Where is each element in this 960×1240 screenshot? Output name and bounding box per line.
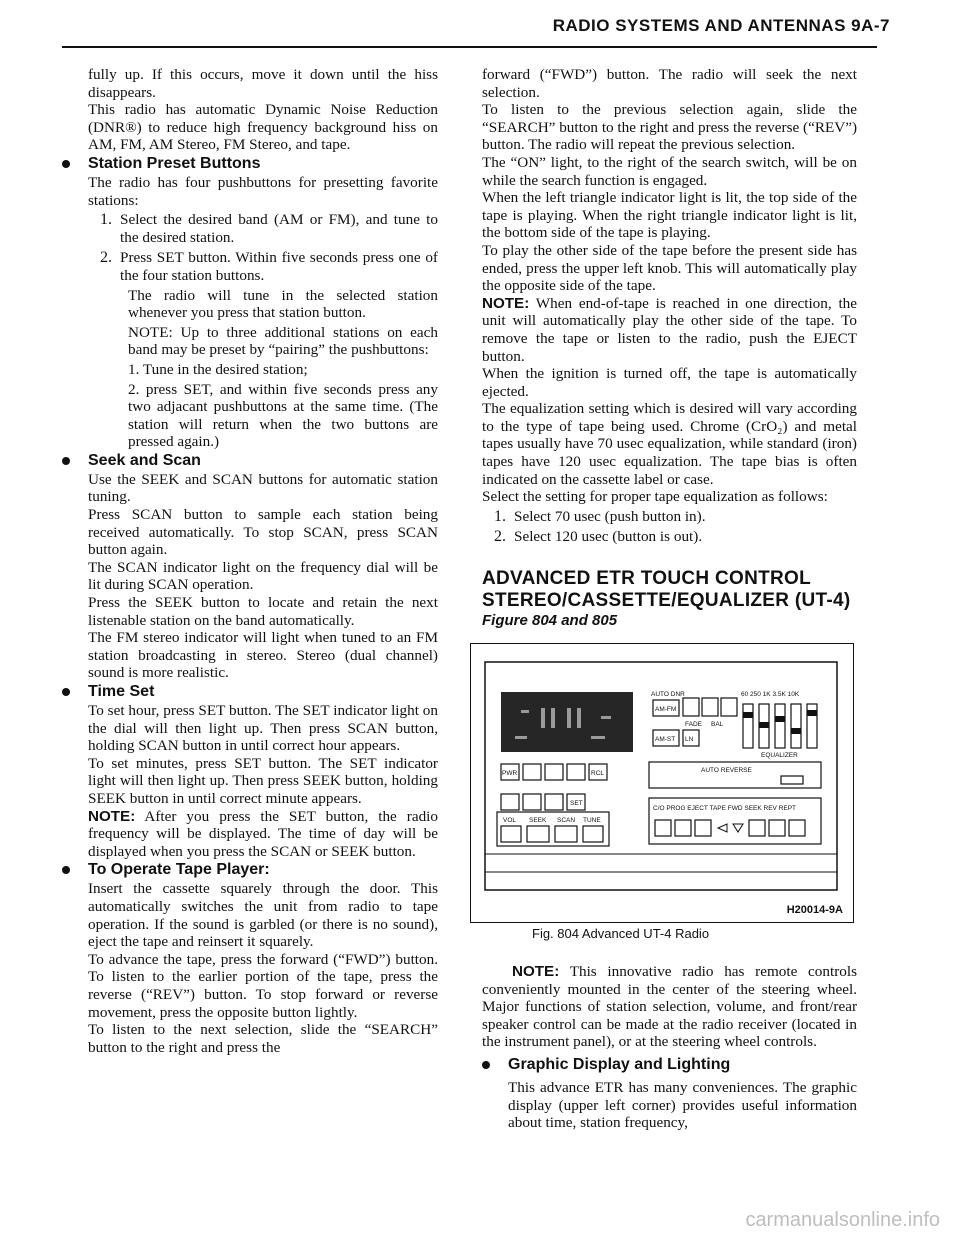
paragraph: 2. press SET, and within five seconds press any two adjacant pushbuttons at the same time. (The station will return when the two buttons are pressed again.) — [128, 380, 438, 451]
paragraph: When the left triangle indicator light is lit, the top side of the tape is playing. When the right triangle indicator light is lit, the bottom side of the tape is playing. — [482, 189, 857, 242]
numbered-item — [482, 508, 857, 526]
note-paragraph — [482, 295, 857, 365]
note-text: After you press the SET button, the radio frequency will be displayed. The time of day will be displayed when you press the SCAN or SEEK button. — [88, 807, 438, 860]
bullet-icon — [62, 160, 70, 168]
section-heading-tape-player — [88, 860, 438, 880]
fig-label: LN — [685, 736, 694, 744]
paragraph: Press the SEEK button to locate and retain the next listenable station on the band automatically. — [88, 594, 438, 629]
heading-text: Seek and Scan — [88, 451, 201, 469]
paragraph: The radio will tune in the selected station whenever you press that station button. — [128, 286, 438, 322]
paragraph: 1. Tune in the desired station; — [128, 360, 308, 378]
paragraph: This radio has automatic Dynamic Noise Reduction (DNR®) to reduce high frequency background hiss on AM, FM, AM Stereo, FM Stereo, and tape. — [88, 101, 438, 154]
item-number: 2. — [100, 249, 112, 267]
paragraph: The FM stereo indicator will light when tuned to an FM station broadcasting in stereo. Stereo (dual channel) sound is more realistic. — [88, 629, 438, 682]
item-text: Select the desired band (AM or FM), and tune to the desired station. — [120, 211, 438, 246]
note-text: This innovative radio has remote controls conveniently mounted in the center of the steering wheel. Major functions of station selection, volume, and front/rear speaker control can be made at the radio receiver (located in the instrument panel), or at the steering wheel controls. — [482, 963, 857, 1051]
paragraph: Select the setting for proper tape equalization as follows: — [482, 488, 828, 506]
note-label: NOTE: — [482, 294, 530, 312]
paragraph: The radio has four pushbuttons for presetting favorite stations: — [88, 173, 438, 209]
fig-label: AM-FM — [655, 706, 677, 714]
section-heading-graphic-display — [508, 1055, 857, 1075]
left-column — [88, 66, 438, 1056]
heading-text: Station Preset Buttons — [88, 154, 261, 172]
fig-label: TUNE — [583, 817, 601, 825]
paragraph: To play the other side of the tape before the present side has ended, press the upper left knob. This will automatically play the opposite side of the tape. — [482, 241, 857, 295]
fig-label: AM-ST — [655, 736, 676, 744]
fig-label: FADE — [685, 721, 702, 729]
note-label: NOTE: — [88, 807, 136, 825]
fig-label: AUTO REVERSE — [701, 767, 752, 775]
fig-label: VOL — [503, 817, 517, 825]
note-paragraph — [88, 808, 438, 861]
fig-label: SCAN — [557, 817, 576, 825]
item-number: 2. — [494, 527, 506, 545]
numbered-item — [88, 249, 438, 284]
header-rule — [62, 46, 877, 48]
fig-label: PWR — [502, 770, 518, 778]
bullet-icon — [62, 866, 70, 874]
note-paragraph — [482, 963, 857, 1051]
paragraph: Press SCAN button to sample each station being received automatically. To stop SCAN, press SCAN button again. — [88, 506, 438, 559]
numbered-item — [482, 528, 857, 546]
fig-label: SET — [570, 800, 583, 808]
watermark: carmanualsonline.info — [745, 1209, 940, 1231]
heading-text: To Operate Tape Player: — [88, 861, 270, 879]
fig-label: 60 250 1K 3.5K 10K — [741, 691, 800, 699]
bullet-icon — [482, 1061, 490, 1069]
figure-caption: Fig. 804 Advanced UT-4 Radio — [532, 926, 710, 942]
paragraph: To listen to the next selection, slide the “SEARCH” button to the right and press the — [88, 1021, 438, 1056]
paragraph: Use the SEEK and SCAN buttons for automatic station tuning. — [88, 470, 438, 506]
paragraph: The SCAN indicator light on the frequency dial will be lit during SCAN operation. — [88, 558, 438, 594]
right-column — [482, 66, 857, 1132]
item-text: Press SET button. Within five seconds press one of the four station buttons. — [120, 249, 438, 284]
paragraph: The equalization setting which is desired will vary according to the type of tape being used. Chrome (CrO₂) and metal tapes usually have 70 usec equalization, while standard (iron) tapes have 120 usec equalization. The tape bias is often indicated on the cassette label or case. — [482, 400, 857, 488]
numbered-item — [88, 211, 438, 246]
paragraph: To listen to the previous selection again, slide the “SEARCH” button to the right and press the reverse (“REV”) button. The radio will repeat the previous selection. — [482, 101, 857, 154]
page-header: RADIO SYSTEMS AND ANTENNAS 9A-7 — [552, 16, 890, 35]
radio-illustration — [471, 644, 853, 922]
item-text: Select 70 usec (push button in). — [514, 507, 706, 525]
paragraph: The “ON” light, to the right of the search switch, will be on while the search function is engaged. — [482, 153, 857, 189]
figure-reference: Figure 804 and 805 — [482, 611, 618, 629]
item-text: Select 120 usec (button is out). — [514, 527, 703, 545]
paragraph: NOTE: Up to three additional stations on each band may be preset by “pairing” the pushbuttons: — [128, 323, 438, 359]
item-number: 1. — [494, 507, 506, 525]
section-heading-time-set — [88, 682, 438, 702]
paragraph: Insert the cassette squarely through the door. This automatically switches the unit from radio to tape operation. If the sound is garbled (or there is no sound), eject the tape and reinsert it squarely. — [88, 880, 438, 951]
paragraph: To set hour, press SET button. The SET indicator light on the dial will then light up. Then press SCAN button, holding SCAN button in until correct hour appears. — [88, 702, 438, 755]
section-title: ADVANCED ETR TOUCH CONTROL — [482, 567, 812, 589]
fig-label: BAL — [711, 721, 724, 729]
paragraph: When the ignition is turned off, the tape is automatically ejected. — [482, 365, 857, 400]
heading-text: Time Set — [88, 683, 155, 700]
section-title-block — [482, 568, 857, 630]
section-heading-station-preset — [88, 154, 438, 174]
fig-label: C/O PROG EJECT TAPE FWD SEEK REV REPT — [653, 805, 797, 813]
paragraph: fully up. If this occurs, move it down until the hiss disappears. — [88, 66, 438, 101]
fig-label: SEEK — [529, 817, 547, 825]
section-title: STEREO/CASSETTE/EQUALIZER (UT-4) — [482, 589, 851, 611]
heading-text: Graphic Display and Lighting — [508, 1056, 731, 1073]
radio-figure — [470, 643, 854, 923]
fig-label: RCL — [591, 770, 605, 778]
paragraph: This advance ETR has many conveniences. The graphic display (upper left corner) provides useful information about time, station frequency, — [508, 1079, 857, 1132]
paragraph: To set minutes, press SET button. The SET indicator light will then light up. Then press SEEK button, holding SEEK button in until correct minute appears. — [88, 754, 438, 807]
bullet-icon — [62, 457, 70, 465]
paragraph: To advance the tape, press the forward (“FWD”) button. To listen to the earlier portion of the tape, press the reverse (“REV”) button. To stop forward or reverse movement, press the opposite button lightly. — [88, 950, 438, 1021]
fig-label: EQUALIZER — [761, 752, 798, 760]
note-label: NOTE: — [512, 963, 560, 981]
bullet-icon — [62, 688, 70, 696]
item-number: 1. — [100, 211, 112, 229]
fig-label: AUTO DNR — [651, 691, 685, 699]
figure-id: H20014-9A — [786, 904, 843, 917]
note-text: When end-of-tape is reached in one direction, the unit will automatically play the other side of the tape. To remove the tape or listen to the radio, push the EJECT button. — [482, 294, 857, 365]
section-heading-seek-scan — [88, 451, 438, 471]
paragraph: forward (“FWD”) button. The radio will seek the next selection. — [482, 66, 857, 101]
